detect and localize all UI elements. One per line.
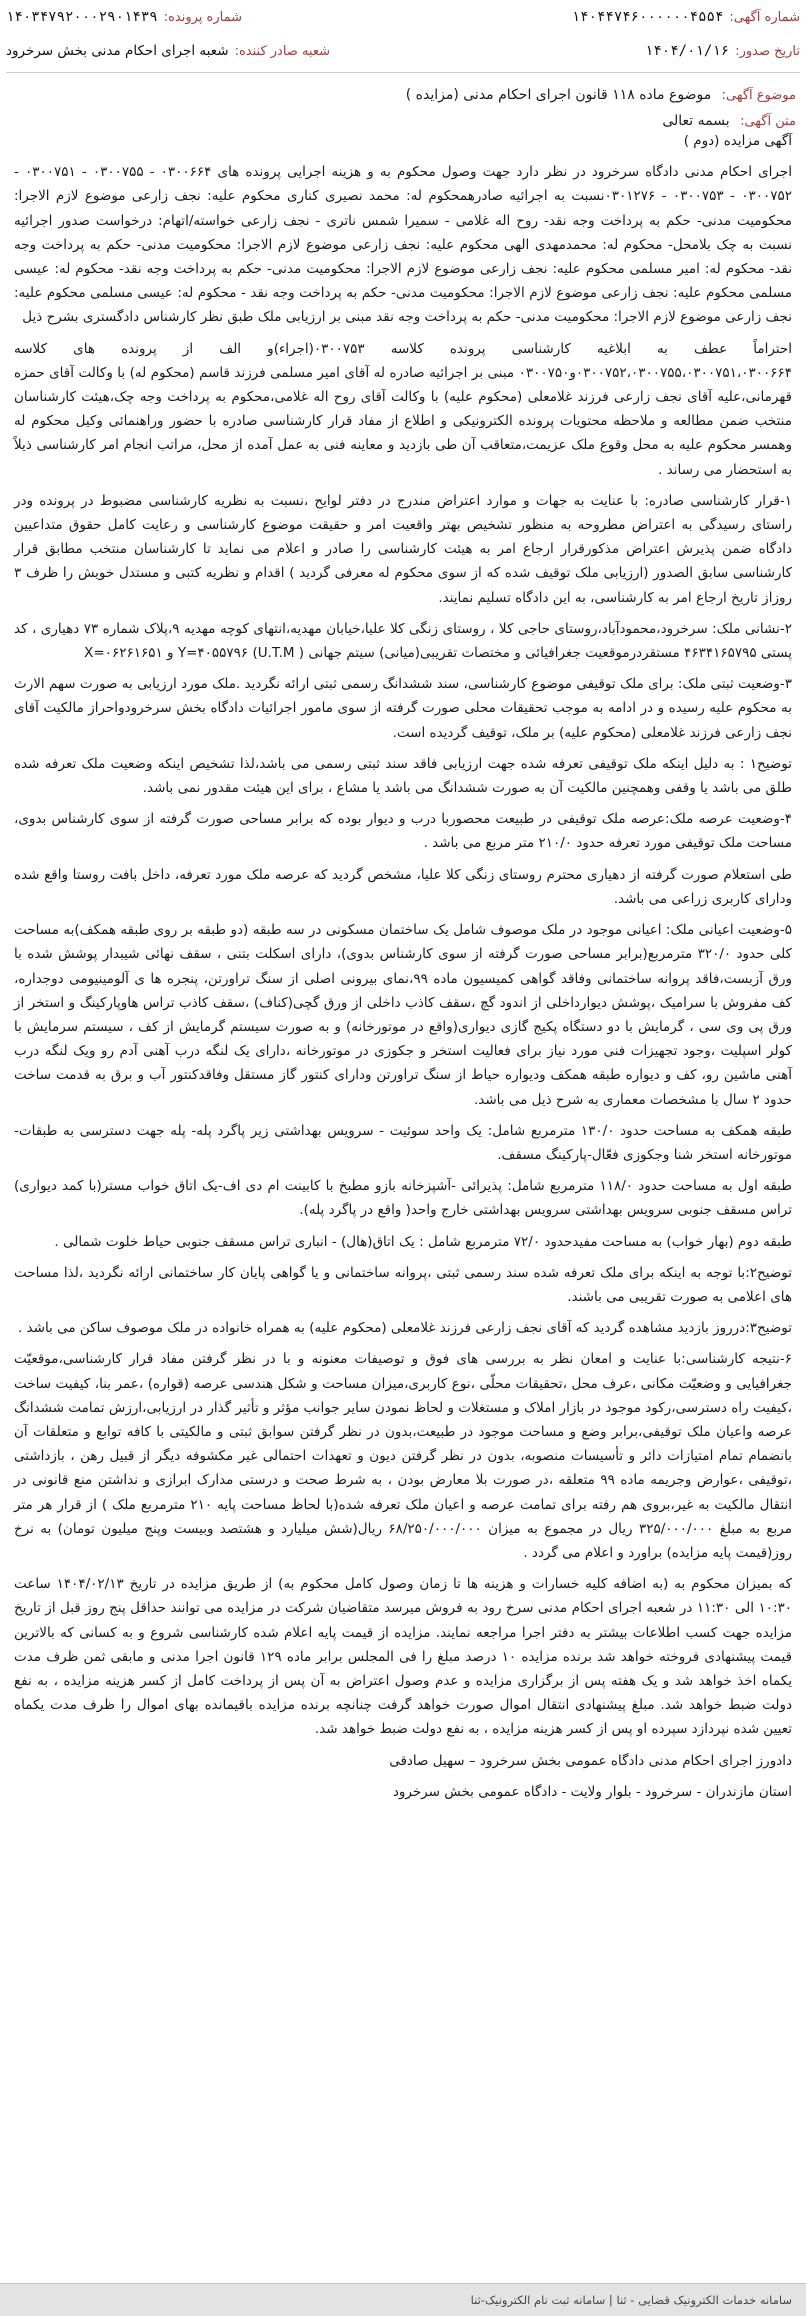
- notice-paragraph: طبقه همکف به مساحت حدود ۱۳۰/۰ مترمربع شامل: یک واحد سوئیت - سرویس بهداشتی زیر پاگرد پله- پله جهت دسترسی به طبقات-موتورخانه استخر شنا وجکوزی فعّال-پارکینگ مسقف.: [14, 1122, 792, 1163]
- notice-paragraph: توضیح۳:درروز بازدید مشاهده گردید که آقای نجف زارعی فرزند غلامعلی (محکوم علیه) به همراه خانواده در ملک موصوف ساکن می باشد .: [17, 1320, 792, 1337]
- notice-paragraph: طی استعلام صورت گرفته از دهیاری محترم روستای زنگی کلا علیا، مشخص گردید که عرصه ملک مورد تعرفه، داخل بافت روستا واقع شده ودارای کاربری زراعی می باشد.: [9, 866, 792, 907]
- file-number-label: شماره پرونده:: [163, 9, 243, 25]
- header-row-1: [6, 0, 800, 34]
- subject-value: موضوع ماده ۱۱۸ قانون اجرای احکام مدنی (مزایده ): [405, 87, 712, 103]
- notice-body: [6, 129, 800, 1804]
- notice-paragraph: استان مازندران - سرخرود - بلوار ولایت - دادگاه عمومی بخش سرخرود: [392, 1783, 792, 1800]
- subject-label: موضوع آگهی:: [721, 88, 796, 103]
- notice-paragraph: که بمیزان محکوم به (به اضافه کلیه خسارات و هزینه ها تا زمان وصول کامل محکوم به) از طریق مزایده در تاریخ ۱۴۰۴/۰۲/۱۳ ساعت ۱۰:۳۰ الی ۱۱:۳۰ در شعبه اجرای احکام مدنی سرخ رود به فروش میرسد متقاضیان شرکت در مزایده می توانند حداقل پنج روز قبل از تاریخ مزایده جهت کسب اطلاعات بیشتر به دفتر اجرا مراجعه نمایند. مزایده از قیمت پایه اعلام شده کارشناسی شروع و به کسانی که بالاترین قیمت پیشنهادی فروخته خواهد شد برنده مزایده ۱۰ درصد مبلغ را فی المجلس برابر ماده ۱۲۹ قانون اجرا مدنی و مابقی ثمن ظرف مدت یکماه اخذ خواهد شد و یک هفته پس از برگزاری مزایده و عدم وصول اعتراض به آن پس از پرداخت کامل از کسر هزینه مزایده ، به نفع دولت ضبط خواهد شد. مبلغ پیشنهادی انتقال اموال صورت خواهد گرفت چنانچه برنده مزایده باقیمانده بهای اموال را ظرف مدت یکماه تعیین شده نپردازد سپرده او پس از کسر هزینه مزایده ، به نفع دولت ضبط خواهد شد.: [9, 1576, 792, 1738]
- footer-text: سامانه خدمات الکترونیک قضایی - ثنا | سامانه ثبت نام الکترونیک-ثنا: [470, 2293, 792, 2307]
- notice-paragraph: احتراماً عطف به ابلاغیه کارشناسی پرونده کلاسه ۰۳۰۰۷۵۳(اجراء)و الف از پرونده های کلاسه ۰۳۰۰۷۵۲،۰۳۰۰۷۵۵،۰۳۰۰۷۵۱،۰۳۰۰۶۶۴و۰۳۰۰۷۵۰ مبنی بر اجرائیه صادره له آقای امیر مسلمی فرزند قاسم (محکوم له) با وکالت آقای حمزه قهرمانی،علیه آقای نجف زارعی فرزند غلامعلی (محکوم علیه) با وکالت آقای روح اله غلامی،محکوم به پرداخت وجه چک،هیئت کارشناسان منتخب ضمن مطالعه و ملاحظه محتویات پرونده الکترونیکی و اطلاع از مفاد قرار کارشناسی صادره با حضور وراهنمائی وکیل محکوم له وهمسر محکوم علیه به محل وقوع ملک عزیمت،متعاقب آن طی بازدید و معاینه فنی به عمل آمده از محل، مراتب انجام امر کارشناسی ذیلاً به استحضار می رساند .: [9, 340, 792, 478]
- notice-paragraph: ۵-وضعیت اعیانی ملک: اعیانی موجود در ملک موصوف شامل یک ساختمان مسکونی در سه طبقه (دو طبقه بر روی طبقه همکف)به مساحت کلی حدود ۳۲۰/۰ مترمربع(برابر مساحی صورت گرفته از سوی کارشناس بدوی)، دارای اسکلت بتنی ، سقف نهائی شیبدار پوشش شده با ورق آزبست،فاقد پروانه ساختمانی وفاقد گواهی کمیسیون ماده ۹۹،نمای بیرونی اصلی از سنگ تراورتن، پنجره ها ی آلومینیومی دوجداره، کف مفروش با سرامیک ،پوشش دیوارداخلی از اندود گچ ،سقف کاذب داخلی از ورق گچی(کناف) ،سقف کاذب تراس هاوپارکینگ و استخر از ورق پی وی سی ، گرمایش با دو دستگاه پکیج گازی دیواری(واقع در موتورخانه) و به صورت سیستم گرمایش از کف ، سیستم سرمایش با کولر اسپلیت ،وجود تجهیزات فنی مورد نیاز برای فعالیت استخر و جکوزی در موتورخانه ،دارای یک لنگه درب آهنی آدم رو ویک لنگه درب آهنی ماشین رو، کف و دیواره طبقه همکف ودیواره حیاط از سنگ تراورتن ودارای کنتور گاز مستقل وفاقدکنتور آب و برق به قدمت ساخت حدود ۲ سال با مشخصات معماری به شرح ذیل می باشد.: [9, 922, 792, 1108]
- issue-date-value: ۱۴۰۴/۰۱/۱۶: [644, 43, 730, 59]
- file-number-field: [6, 9, 242, 25]
- body-label: متن آگهی:: [740, 114, 796, 129]
- divider: [6, 72, 800, 73]
- issuer-label: شعبه صادر کننده:: [234, 43, 331, 59]
- footer-bar: [0, 2283, 806, 2316]
- notice-paragraph: طبقه دوم (بهار خواب) به مساحت مفیدحدود ۷۲/۰ مترمربع شامل : یک اتاق(هال) - انباری تراس مسقف جنوبی حیاط خلوت شمالی .: [54, 1233, 792, 1250]
- notice-paragraph: ۲-نشانی ملک: سرخرود،محمودآباد،روستای حاجی کلا ، روستای زنگی کلا علیا،خیابان مهدیه،انتهای کوچه مهدیه ۹،پلاک شماره ۷۳ دهیاری ، کد پستی ۴۶۳۴۱۶۵۷۹۵ مستقردرموقعیت جغرافیائی و مختصات تقریبی(میانی) سیتم جهانی ( U.T.M) Y=۴۰۵۵۷۹۶ و X=۰۶۲۶۱۶۵۱: [9, 620, 792, 662]
- notice-paragraph: توضیح۲:با توجه به اینکه برای ملک تعرفه شده سند رسمی ثبتی ،پروانه ساختمانی و یا گواهی پایان کار ساختمانی ارائه نگردید ،لذا مساحت های اعلامی به صورت تقریبی می باشند.: [9, 1264, 792, 1305]
- ad-number-value: ۱۴۰۴۴۷۴۶۰۰۰۰۰۰۴۵۵۴: [571, 9, 724, 25]
- ad-number-field: [572, 9, 800, 25]
- notice-paragraph: طبقه اول به مساحت حدود ۱۱۸/۰ مترمربع شامل: پذیرائی -آشپزخانه بازو مطبخ با کابینت ام دی اف-یک اتاق خواب مستر(با کمد دیواری) تراس مسقف جنوبی سرویس بهداشتی سرویس بهداشتی خارج واحد( واقع در پاگرد پله).: [9, 1178, 792, 1219]
- file-number-value: ۱۴۰۳۴۷۹۲۰۰۰۲۹۰۱۴۳۹: [6, 9, 158, 25]
- issue-date-field: [645, 43, 800, 59]
- body-title-row: [6, 109, 800, 129]
- issue-date-label: تاریخ صدور:: [735, 43, 800, 59]
- notice-paragraph: توضیح۱ : به دلیل اینکه ملک توقیفی تعرفه شده جهت ارزیابی فاقد سند ثبتی رسمی می باشد،لذا تشخیص اینکه وضعیت ملک تعرفه شده طلق می باشد یا وقفی وهمچنین مالکیت آن به صورت ششدانگ می باشد یا مشاع ، برای این هیئت مقدور نمی باشد.: [9, 755, 792, 797]
- issuer-field: [6, 43, 330, 59]
- body-heading: بسمه تعالی: [662, 113, 730, 129]
- notice-paragraph: آگهی مزایده (دوم ): [683, 133, 792, 149]
- header-row-2: [6, 34, 800, 68]
- issuer-value: شعبه اجرای احکام مدنی بخش سرخرود: [6, 43, 229, 59]
- notice-paragraph: ۶-نتیجه کارشناسی:با عنایت و امعان نظر به بررسی های فوق و توصیفات معنونه و با در نظر گرفتن مفاد قرار کارشناسی،موقعیّت جغرافیایی و وضعیّت مکانی ،عرف محل ،تحقیقات محلّی ،نوع کاربری،میزان مساحت و شکل هندسی عرصه (قواره) ،عمر بنا، کیفیت ساخت ،کیفیت راه دسترسی،رکود موجود در بازار املاک و مستغلات و لحاظ نمودن سایر جوانب مؤثر و تأثیر گذار در ارزیابی،ارزش تمامت ششدانگ عرصه واعیان ملک توقیفی،برابر وضع و مساحت موجود در طبیعت،بدون در نظر گرفتن سوابق ثبتی و مالکیتی با کافه توابع و متعلقات آن بانضمام تمام امتیازات دائر و تأسیسات منصوبه، بدون در نظر گرفتن دیون و تعهدات احتمالی غیر مکشوفه دیگر از قبیل رهن ، بازداشتی ،توقیفی ،عوارض وجریمه ماده ۹۹ متعلقه ،در صورت بلا معارض بودن ، به شرط صحت و درستی مدارک ابرازی و نداشتن منع قانونی در انتقال مالکیت به غیر،بروی هم رفته برای تمامت عرصه و اعیان ملک تعرفه شده(با لحاظ مساحت پایه ۲۱۰ مترمربع ملک ) از قرار هر متر مربع به مبلغ ۳۲۵/۰۰۰/۰۰۰ ریال در مجموع به میزان ۶۸/۲۵۰/۰۰۰/۰۰۰ ریال(شش میلیارد و هشتصد وبیست وپنج میلیون تومان) به نرخ روز(قیمت پایه مزایده) براورد و اعلام می گردد .: [9, 1351, 792, 1561]
- subject-row: [6, 81, 800, 109]
- notice-paragraph: ۴-وضعیت عرصه ملک:عرصه ملک توقیفی در طبیعت محصوربا درب و دیوار بوده که برابر مساحی صورت گرفته از سوی کارشناس بدوی، مساحت ملک توقیفی مورد تعرفه حدود ۲۱۰/۰ متر مربع می باشد .: [9, 811, 792, 852]
- notice-paragraph: اجرای احکام مدنی دادگاه سرخرود در نظر دارد جهت وصول محکوم به و هزینه اجرایی پرونده های ۰۳۰۰۶۶۴ - ۰۳۰۰۷۵۵ - ۰۳۰۰۷۵۱ - ۰۳۰۰۷۵۲ - ۰۳۰۰۷۵۳ - ۰۳۰۱۲۷۶نسبت به اجرائیه صادرهمحکوم له: محمد نصیری کناری محکوم علیه: نجف زارعی موضوع لازم الاجرا: محکومیت مدنی- حکم به پرداخت وجه نقد- روح اله غلامی - سمیرا شمس ناتری - نجف زارعی خواسته/اتهام: درخواست صدور اجرائیه نسبت به چک بلامحل- محکوم له: محمدمهدی الهی محکوم علیه: نجف زارعی موضوع لازم الاجرا: محکومیت مدنی- حکم به پرداخت وجه نقد- محکوم له: امیر مسلمی محکوم علیه: نجف زارعی موضوع لازم الاجرا: محکومیت مدنی- حکم به پرداخت وجه نقد- محکوم له: عیسی مسلمی محکوم علیه: نجف زارعی موضوع لازم الاجرا: محکومیت مدنی- حکم به پرداخت وجه نقد - محکوم له: عیسی مسلمی محکوم علیه: نجف زارعی موضوع لازم الاجرا: محکومیت مدنی- حکم به پرداخت وجه نقد مبنی بر ارزیابی ملک طبق نظر کارشناس دادگستری بشرح ذیل: [9, 164, 792, 326]
- notice-paragraph: ۳-وضعیت ثبتی ملک: برای ملک توقیفی موضوع کارشناسی، سند ششدانگ رسمی ثبتی ارائه نگردید .ملک مورد ارزیابی به صورت سهم الارث به محکوم علیه رسیده و در ادامه به موجب تحقیقات محلی صورت گرفته از سوی مامور اجرائیات دادگاه بخش سرخرودواحراز مالکیت آقای نجف زارعی فرزند غلامعلی (محکوم علیه) بر ملک، توقیف گردیده است.: [9, 676, 792, 741]
- ad-number-label: شماره آگهی:: [729, 9, 800, 25]
- notice-paragraph: دادورز اجرای احکام مدنی دادگاه عمومی بخش سرخرود – سهیل صادقی: [389, 1752, 792, 1769]
- notice-paragraph: ۱-قرار کارشناسی صادره: با عنایت به جهات و موارد اعتراض مندرج در دفتر لوایح ،نسبت به نظریه کارشناسی مضبوط در پرونده ودر راستای رسیدگی به اعتراض مطروحه به منظور تشخیص بهتر واقعیت امر و حقیقت موضوع کارشناسی و رعایت کامل حقوق متداعیین دادگاه ضمن پذیرش اعتراض مذکورقرار ارجاع امر به هیئت کارشناسی را صادر و اعلام می نماید تا کارشناسان منتخب مطابق قرار کارشناسی سابق الصدور (ارزیابی ملک توقیف شده که از سوی محکوم له معرفی گردید ) اقدام و نظریه کتبی و مستدل خویش را ظرف ۳ روزاز تاریخ ارجاع امر به کارشناسی، به این دادگاه تسلیم نمایند.: [9, 492, 792, 606]
